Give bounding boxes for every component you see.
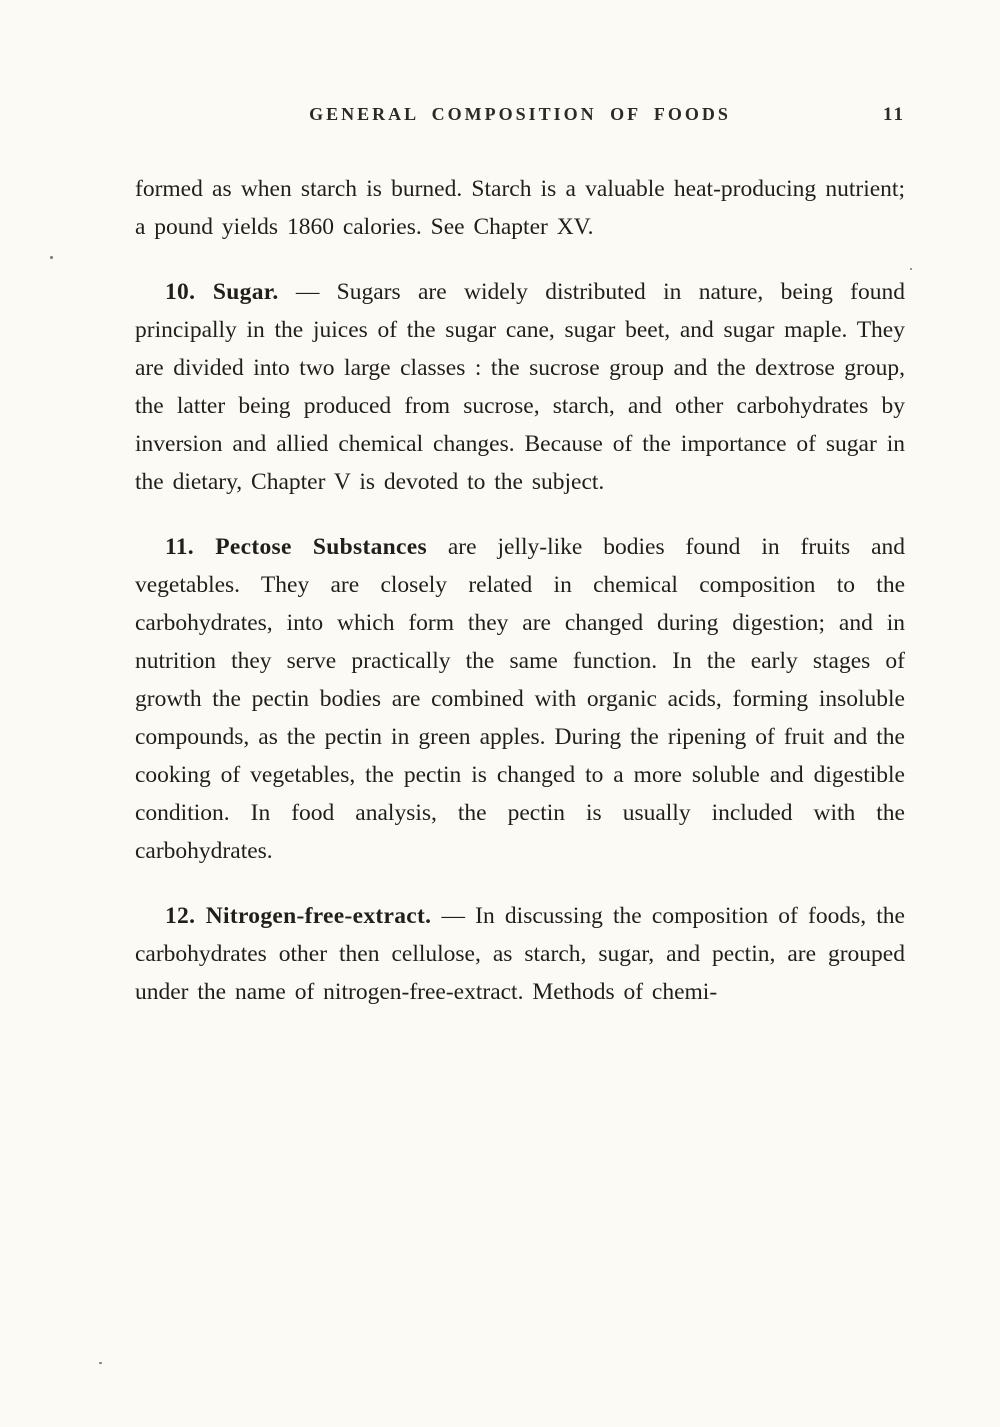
paragraph-text: — Sugars are widely distributed in nature, being found principally in the juices of the sugar cane, sugar beet, and sugar maple. They are divided into two large classes : the sucrose group and the dextrose group, the latter being produced from sucrose, starch, and other carbohydrates by inversion and allied chemical changes. Because of the importance of sugar in the dietary, Chapter V is devoted to the subject. bbox=[135, 279, 905, 495]
running-title: GENERAL COMPOSITION OF FOODS bbox=[309, 104, 731, 124]
paragraph-section-11 bbox=[135, 528, 905, 870]
section-heading-nitrogen-free-extract: 12. Nitrogen-free-extract. bbox=[165, 903, 432, 929]
scan-speck bbox=[50, 256, 53, 259]
section-heading-pectose-substances: 11. Pectose Substances bbox=[165, 534, 427, 560]
section-heading-sugar: 10. Sugar. bbox=[165, 279, 279, 305]
scan-speck bbox=[99, 1362, 102, 1364]
page-body bbox=[135, 170, 905, 1011]
paragraph-section-10 bbox=[135, 273, 905, 501]
paragraph-section-12 bbox=[135, 897, 905, 1011]
page-header bbox=[135, 104, 905, 134]
paragraph-text: are jelly-like bodies found in fruits and vegetables. They are closely related in chemical composition to the carbohydrates, into which form they are changed during digestion; and in nutrition they serve practically the same function. In the early stages of growth the pectin bodies are combined with organic acids, forming insoluble compounds, as the pectin in green apples. During the ripening of fruit and the cooking of vegetables, the pectin is changed to a more soluble and digestible condition. In food analysis, the pectin is usually included with the carbohydrates. bbox=[135, 534, 906, 864]
page-number: 11 bbox=[883, 104, 905, 125]
paragraph-text: — In discussing the composition of foods, the carbohydrates other then cellulose, as starch, sugar, and pectin, are grouped under the name of nitrogen-free-extract. Methods of chemi- bbox=[135, 903, 905, 1005]
paragraph-continuation bbox=[135, 170, 905, 246]
paragraph-text: formed as when starch is burned. Starch is a valuable heat-producing nutrient; a pound yields 1860 calories. See Chapter XV. bbox=[135, 176, 905, 240]
scan-speck bbox=[910, 268, 912, 270]
